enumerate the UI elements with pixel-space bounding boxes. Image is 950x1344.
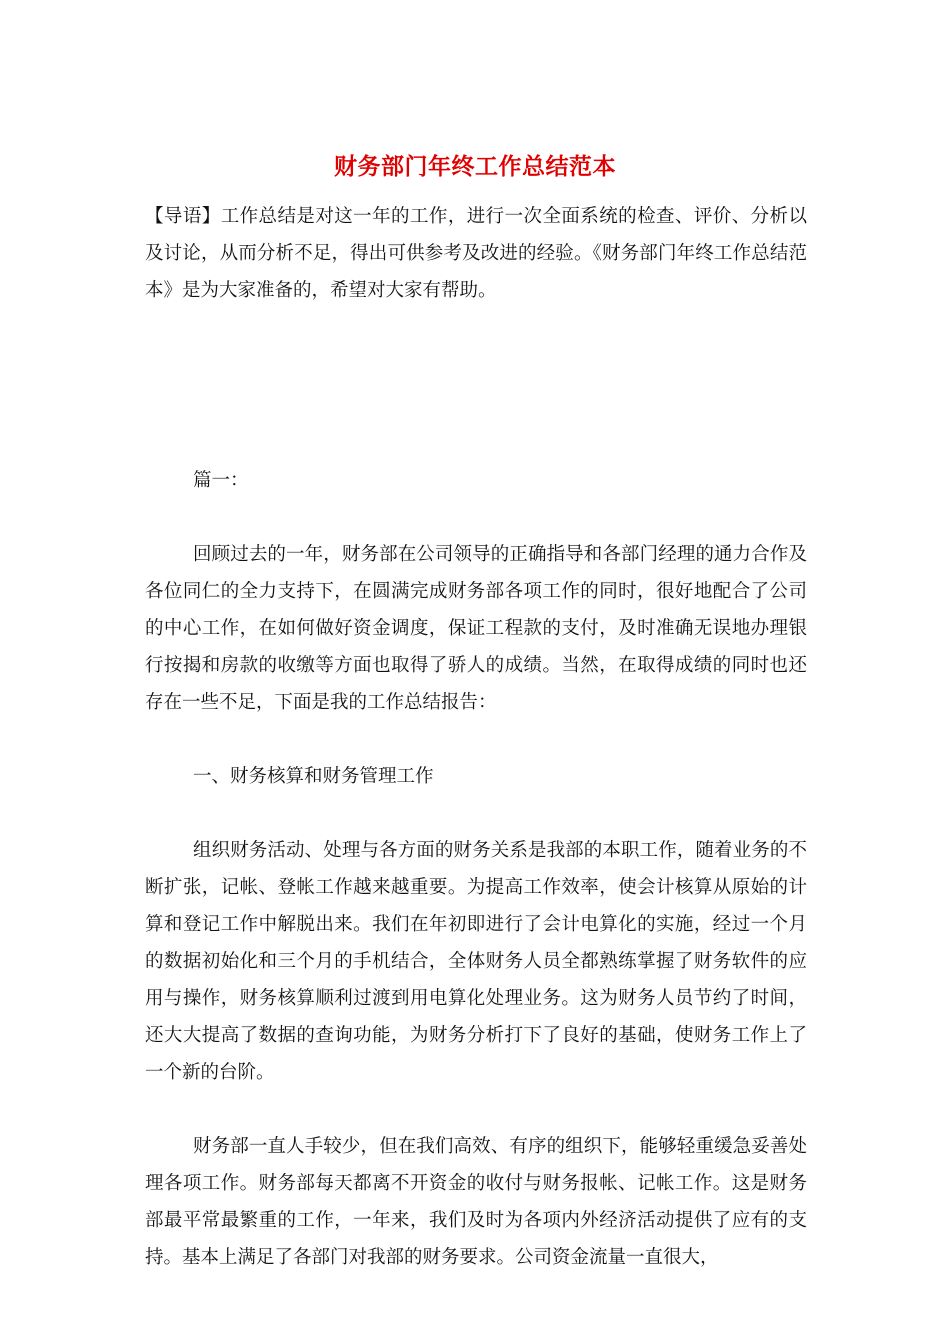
intro-paragraph: 【导语】工作总结是对这一年的工作，进行一次全面系统的检查、评价、分析以及讨论，从而分析不足，得出可供参考及改进的经验。《财务部门年终工作总结范本》是为大家准备的，希望对大家有帮助。 (145, 206, 807, 301)
spacer (145, 309, 807, 462)
part-label: 篇一： (193, 470, 249, 491)
body-paragraph: 财务部一直人手较少，但在我们高效、有序的组织下，能够轻重缓急妥善处理各项工作。财务部每天都离不开资金的收付与财务报帐、记帐工作。这是财务部最平常最繁重的工作，一年来，我们及时为各项内外经济活动提供了应有的支持。基本上满足了各部门对我部的财务要求。公司资金流量一直很大， (145, 1136, 807, 1268)
document-title: 财务部门年终工作总结范本 (334, 153, 616, 180)
section-heading: 一、财务核算和财务管理工作 (193, 766, 434, 787)
spacer (145, 721, 807, 758)
spacer (145, 795, 807, 832)
spacer (145, 499, 807, 536)
body-paragraph: 回顾过去的一年，财务部在公司领导的正确指导和各部门经理的通力合作及各位同仁的全力支持下，在圆满完成财务部各项工作的同时，很好地配合了公司的中心工作，在如何做好资金调度，保证工程款的支付，及时准确无误地办理银行按揭和房款的收缴等方面也取得了骄人的成绩。当然，在取得成绩的同时也还存在一些不足，下面是我的工作总结报告： (145, 544, 807, 713)
document-body (145, 198, 807, 1276)
body-paragraph: 组织财务活动、处理与各方面的财务关系是我部的本职工作，随着业务的不断扩张，记帐、登帐工作越来越重要。为提高工作效率，使会计核算从原始的计算和登记工作中解脱出来。我们在年初即进行了会计电算化的实施，经过一个月的数据初始化和三个月的手机结合，全体财务人员全都熟练掌握了财务软件的应用与操作，财务核算顺利过渡到用电算化处理业务。这为财务人员节约了时间，还大大提高了数据的查询功能，为财务分析打下了良好的基础，使财务工作上了一个新的台阶。 (145, 840, 807, 1083)
spacer (145, 1091, 807, 1128)
